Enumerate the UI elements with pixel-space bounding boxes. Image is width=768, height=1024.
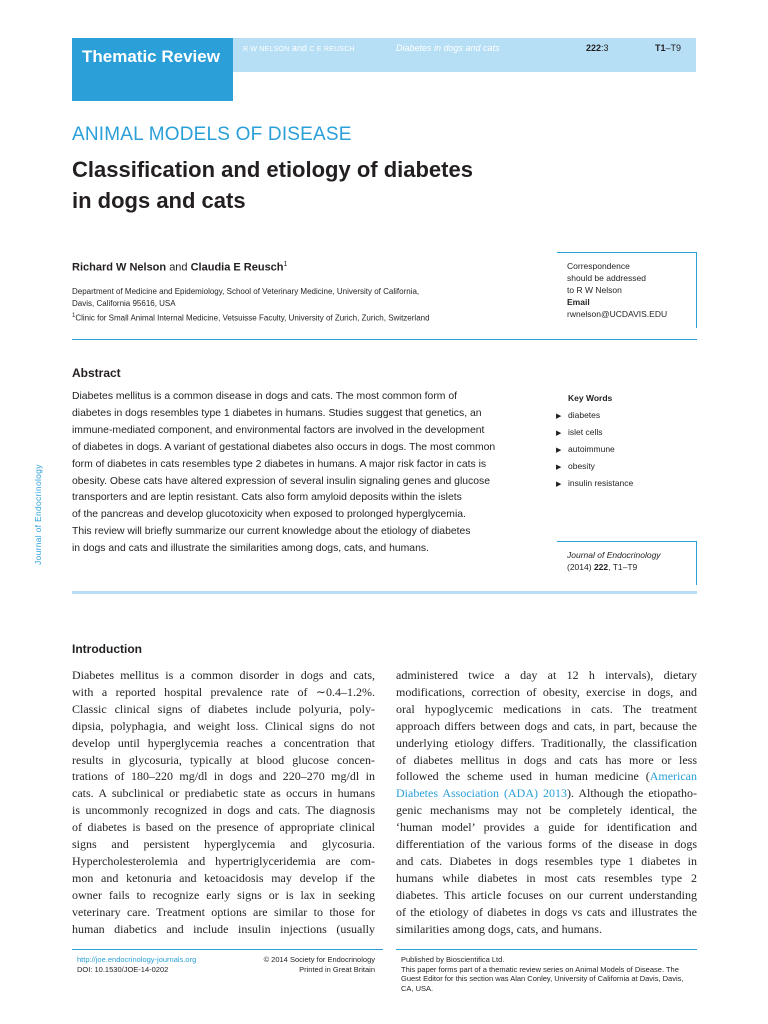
footer-right bbox=[401, 955, 701, 993]
email-address: rwnelson@UCDAVIS.EDU bbox=[567, 309, 668, 319]
section-label: Thematic Review bbox=[82, 47, 220, 66]
author-2: Claudia E Reusch bbox=[190, 261, 284, 274]
series-note-line: CA, USA. bbox=[401, 983, 434, 993]
correspondence-line: Correspondence bbox=[567, 261, 630, 271]
correspondence-line: should be addressed bbox=[567, 273, 646, 283]
body-line: Classic clinical signs of diabetes include polyuria, poly- bbox=[72, 701, 375, 716]
key-word-item bbox=[556, 444, 615, 454]
affiliation-superscript: 1 bbox=[72, 313, 76, 319]
issue-number: :3 bbox=[601, 43, 609, 53]
series-note-line: Guest Editor for this section was Alan Conley, University of California at Davis, Davis, bbox=[401, 974, 684, 983]
email-label: Email bbox=[567, 297, 590, 307]
running-header-pages bbox=[655, 38, 681, 58]
body-line: develop until hyperglycemia reaches a concentration that bbox=[72, 735, 375, 750]
abstract-line: diabetes in dogs resembles type 1 diabetes in humans. Studies suggest that genetics, an bbox=[72, 407, 482, 419]
body-line: similarities among dogs, cats, and humans. bbox=[396, 921, 602, 936]
abstract-line: of diabetes in dogs. A variant of gestational diabetes also occurs in dogs. The most common bbox=[72, 441, 496, 453]
footer-divider bbox=[72, 949, 383, 950]
body-line: approach differs between dogs and cats, in part, because the bbox=[396, 718, 697, 733]
body-line: results in glycosuria, typically at blood glucose concen- bbox=[72, 752, 375, 767]
key-word-label: autoimmune bbox=[568, 444, 615, 454]
body-column-left bbox=[72, 667, 375, 938]
body-line bbox=[396, 768, 697, 785]
thematic-review-label bbox=[72, 38, 233, 101]
body-line: of diabetes is based on the presence of appropriate clinical bbox=[72, 820, 375, 835]
body-line bbox=[396, 785, 697, 802]
body-line: trations of 180–220 mg/dl in dogs and 220–270 mg/dl in bbox=[72, 769, 375, 784]
abstract-line: in dogs and cats and illustrate the similarities among dogs, cats, and humans. bbox=[72, 543, 429, 555]
citation-box bbox=[557, 541, 697, 585]
body-line: veterinary care. Treatment options are similar to those for bbox=[72, 904, 375, 919]
body-line: Hypercholesterolemia and hypertriglyceridemia are com- bbox=[72, 853, 375, 868]
body-line: owner fails to recognize early signs or is lax in seeking bbox=[72, 887, 375, 902]
author-and: and bbox=[291, 43, 307, 53]
article-title: Classification and etiology of diabetes in dogs and cats bbox=[72, 157, 473, 213]
triangle-bullet-icon: ▶ bbox=[556, 464, 562, 471]
abstract-line: obesity. Obese cats have altered expression of several insulin signaling genes and glucose bbox=[72, 475, 490, 487]
key-word-item bbox=[556, 478, 633, 488]
citation-pages: , T1–T9 bbox=[608, 562, 638, 572]
body-line: oral hypoglycemic medications in cats. The treatment bbox=[396, 701, 697, 716]
correspondence-line: to R W Nelson bbox=[567, 285, 622, 295]
affiliation-text: Clinic for Small Animal Internal Medicine, Vetsuisse Faculty, University of Zurich, Zurich, Switzerland bbox=[75, 313, 430, 323]
abstract-line: immune-mediated component, and environmental factors are involved in the development bbox=[72, 424, 485, 436]
body-line: Diabetes mellitus is a common disorder in dogs and cats, bbox=[72, 668, 375, 682]
triangle-bullet-icon: ▶ bbox=[556, 413, 562, 420]
series-note-line: This paper forms part of a thematic review series on Animal Models of Disease. The bbox=[401, 964, 679, 974]
reference-link[interactable]: Diabetes Association (ADA) 2013 bbox=[396, 786, 567, 801]
citation-volume: 222 bbox=[593, 562, 609, 572]
copyright-text: © 2014 Society for Endocrinology bbox=[263, 955, 375, 964]
affiliation-line bbox=[72, 310, 430, 325]
volume-number: 222 bbox=[586, 43, 602, 53]
running-header-authors bbox=[243, 38, 355, 60]
body-line: administered twice a day at 12 h intervals), dietary bbox=[396, 668, 697, 682]
abstract-line: form of diabetes in cats resembles type 2 diabetes in humans. A major risk factor in cats is bbox=[72, 458, 487, 470]
citation-journal: Journal of Endocrinology bbox=[567, 550, 661, 560]
key-word-item bbox=[556, 427, 602, 437]
abstract-line: transporters and are leptin resistant. Cats also form amyloid deposits within the islets bbox=[72, 492, 462, 504]
author-2-superscript: 1 bbox=[283, 261, 288, 268]
key-word-label: diabetes bbox=[568, 410, 601, 420]
key-word-item bbox=[556, 461, 595, 471]
body-line: mon and ketonuria and ketoacidosis may develop if the bbox=[72, 870, 375, 885]
body-line: underlying etiology differs. Traditionally, the classification bbox=[396, 735, 697, 750]
body-line: is uncommonly recognized in dogs and cats. The diagnosis bbox=[72, 803, 375, 818]
body-line: differentiation of the various forms of the disease in dogs bbox=[396, 837, 697, 852]
correspondence-box bbox=[557, 252, 697, 328]
body-line: diabetes. This article focuses on our current understanding bbox=[396, 887, 697, 902]
author-and-word: and bbox=[169, 261, 188, 274]
body-text: followed the scheme used in human medicine ( bbox=[396, 769, 650, 784]
footer-divider bbox=[396, 949, 697, 950]
reference-link[interactable]: American bbox=[649, 769, 697, 784]
key-word-label: islet cells bbox=[568, 427, 603, 437]
affiliation-line: Davis, California 95616, USA bbox=[72, 299, 176, 308]
divider bbox=[72, 339, 697, 340]
body-line: signs and persistent hyperglycemia and glycosuria. bbox=[72, 837, 375, 852]
key-word-item bbox=[556, 410, 600, 420]
body-column-right bbox=[396, 667, 697, 938]
triangle-bullet-icon: ▶ bbox=[556, 447, 562, 454]
journal-side-label: Journal of Endocrinology bbox=[33, 464, 43, 565]
citation-year: (2014) bbox=[567, 562, 592, 572]
author-short-b: C E REUSCH bbox=[309, 46, 355, 53]
key-word-label: insulin resistance bbox=[568, 478, 634, 488]
affiliation-line: Department of Medicine and Epidemiology, School of Veterinary Medicine, University of California, bbox=[72, 287, 420, 296]
divider bbox=[72, 591, 697, 594]
body-line: of the etiology of diabetes in dogs vs cats and illustrates the bbox=[396, 904, 697, 919]
journal-url-link[interactable]: http://joe.endocrinology-journals.org bbox=[77, 955, 197, 964]
body-line: cats. A subclinical or prediabetic state as occurs in humans bbox=[72, 786, 375, 801]
body-line: and cats. Diabetes in dogs resembles type 1 diabetes in bbox=[396, 853, 697, 868]
body-line: modifications, correction of obesity, exercise in dogs, and bbox=[396, 684, 697, 699]
abstract-line: This review will briefly summarize our current knowledge about the etiology of diabetes bbox=[72, 526, 471, 538]
running-header bbox=[233, 38, 696, 72]
key-word-label: obesity bbox=[568, 461, 595, 471]
author-line bbox=[72, 261, 287, 274]
body-line: dipsia, polyphagia, and weight loss. Clinical signs do not bbox=[72, 718, 375, 733]
publisher-text: Published by Bioscientifica Ltd. bbox=[401, 955, 505, 964]
body-line: humans while diabetes in most cats resembles type 2 bbox=[396, 870, 697, 885]
page-end: –T9 bbox=[665, 43, 682, 53]
footer-left bbox=[77, 955, 196, 974]
abstract-line: of the pancreas and develop glucotoxicity when exposed to prolonged hyperglycemia. bbox=[72, 509, 466, 521]
series-title: ANIMAL MODELS OF DISEASE bbox=[72, 124, 352, 145]
abstract-body bbox=[72, 389, 540, 558]
body-line: ‘human model’ provides a guide for identification and bbox=[396, 820, 697, 835]
body-line: with a reported hospital prevalence rate of ∼0.4–1.2%. bbox=[72, 684, 375, 699]
introduction-heading: Introduction bbox=[72, 642, 142, 656]
footer-copyright bbox=[235, 955, 375, 974]
running-header-volume bbox=[586, 38, 609, 58]
triangle-bullet-icon: ▶ bbox=[556, 481, 562, 488]
abstract-heading: Abstract bbox=[72, 366, 121, 380]
page-start: T1 bbox=[655, 43, 666, 53]
abstract-line: Diabetes mellitus is a common disease in dogs and cats. The most common form of bbox=[72, 391, 458, 402]
running-header-topic: Diabetes in dogs and cats bbox=[396, 43, 500, 53]
printed-text: Printed in Great Britain bbox=[299, 964, 375, 974]
author-1: Richard W Nelson bbox=[72, 261, 167, 274]
body-text: ). Although the etiopatho- bbox=[567, 786, 697, 801]
body-line: human diabetics and include insulin injections (usually bbox=[72, 921, 375, 936]
triangle-bullet-icon: ▶ bbox=[556, 430, 562, 437]
author-short-a: R W NELSON bbox=[243, 46, 290, 53]
key-words-heading: Key Words bbox=[568, 393, 613, 403]
body-line: of diabetes mellitus in dogs and cats has more or less bbox=[396, 752, 697, 767]
body-line: genic mechanisms may not be completely identical, the bbox=[396, 803, 697, 818]
doi-text: DOI: 10.1530/JOE-14-0202 bbox=[77, 964, 169, 974]
